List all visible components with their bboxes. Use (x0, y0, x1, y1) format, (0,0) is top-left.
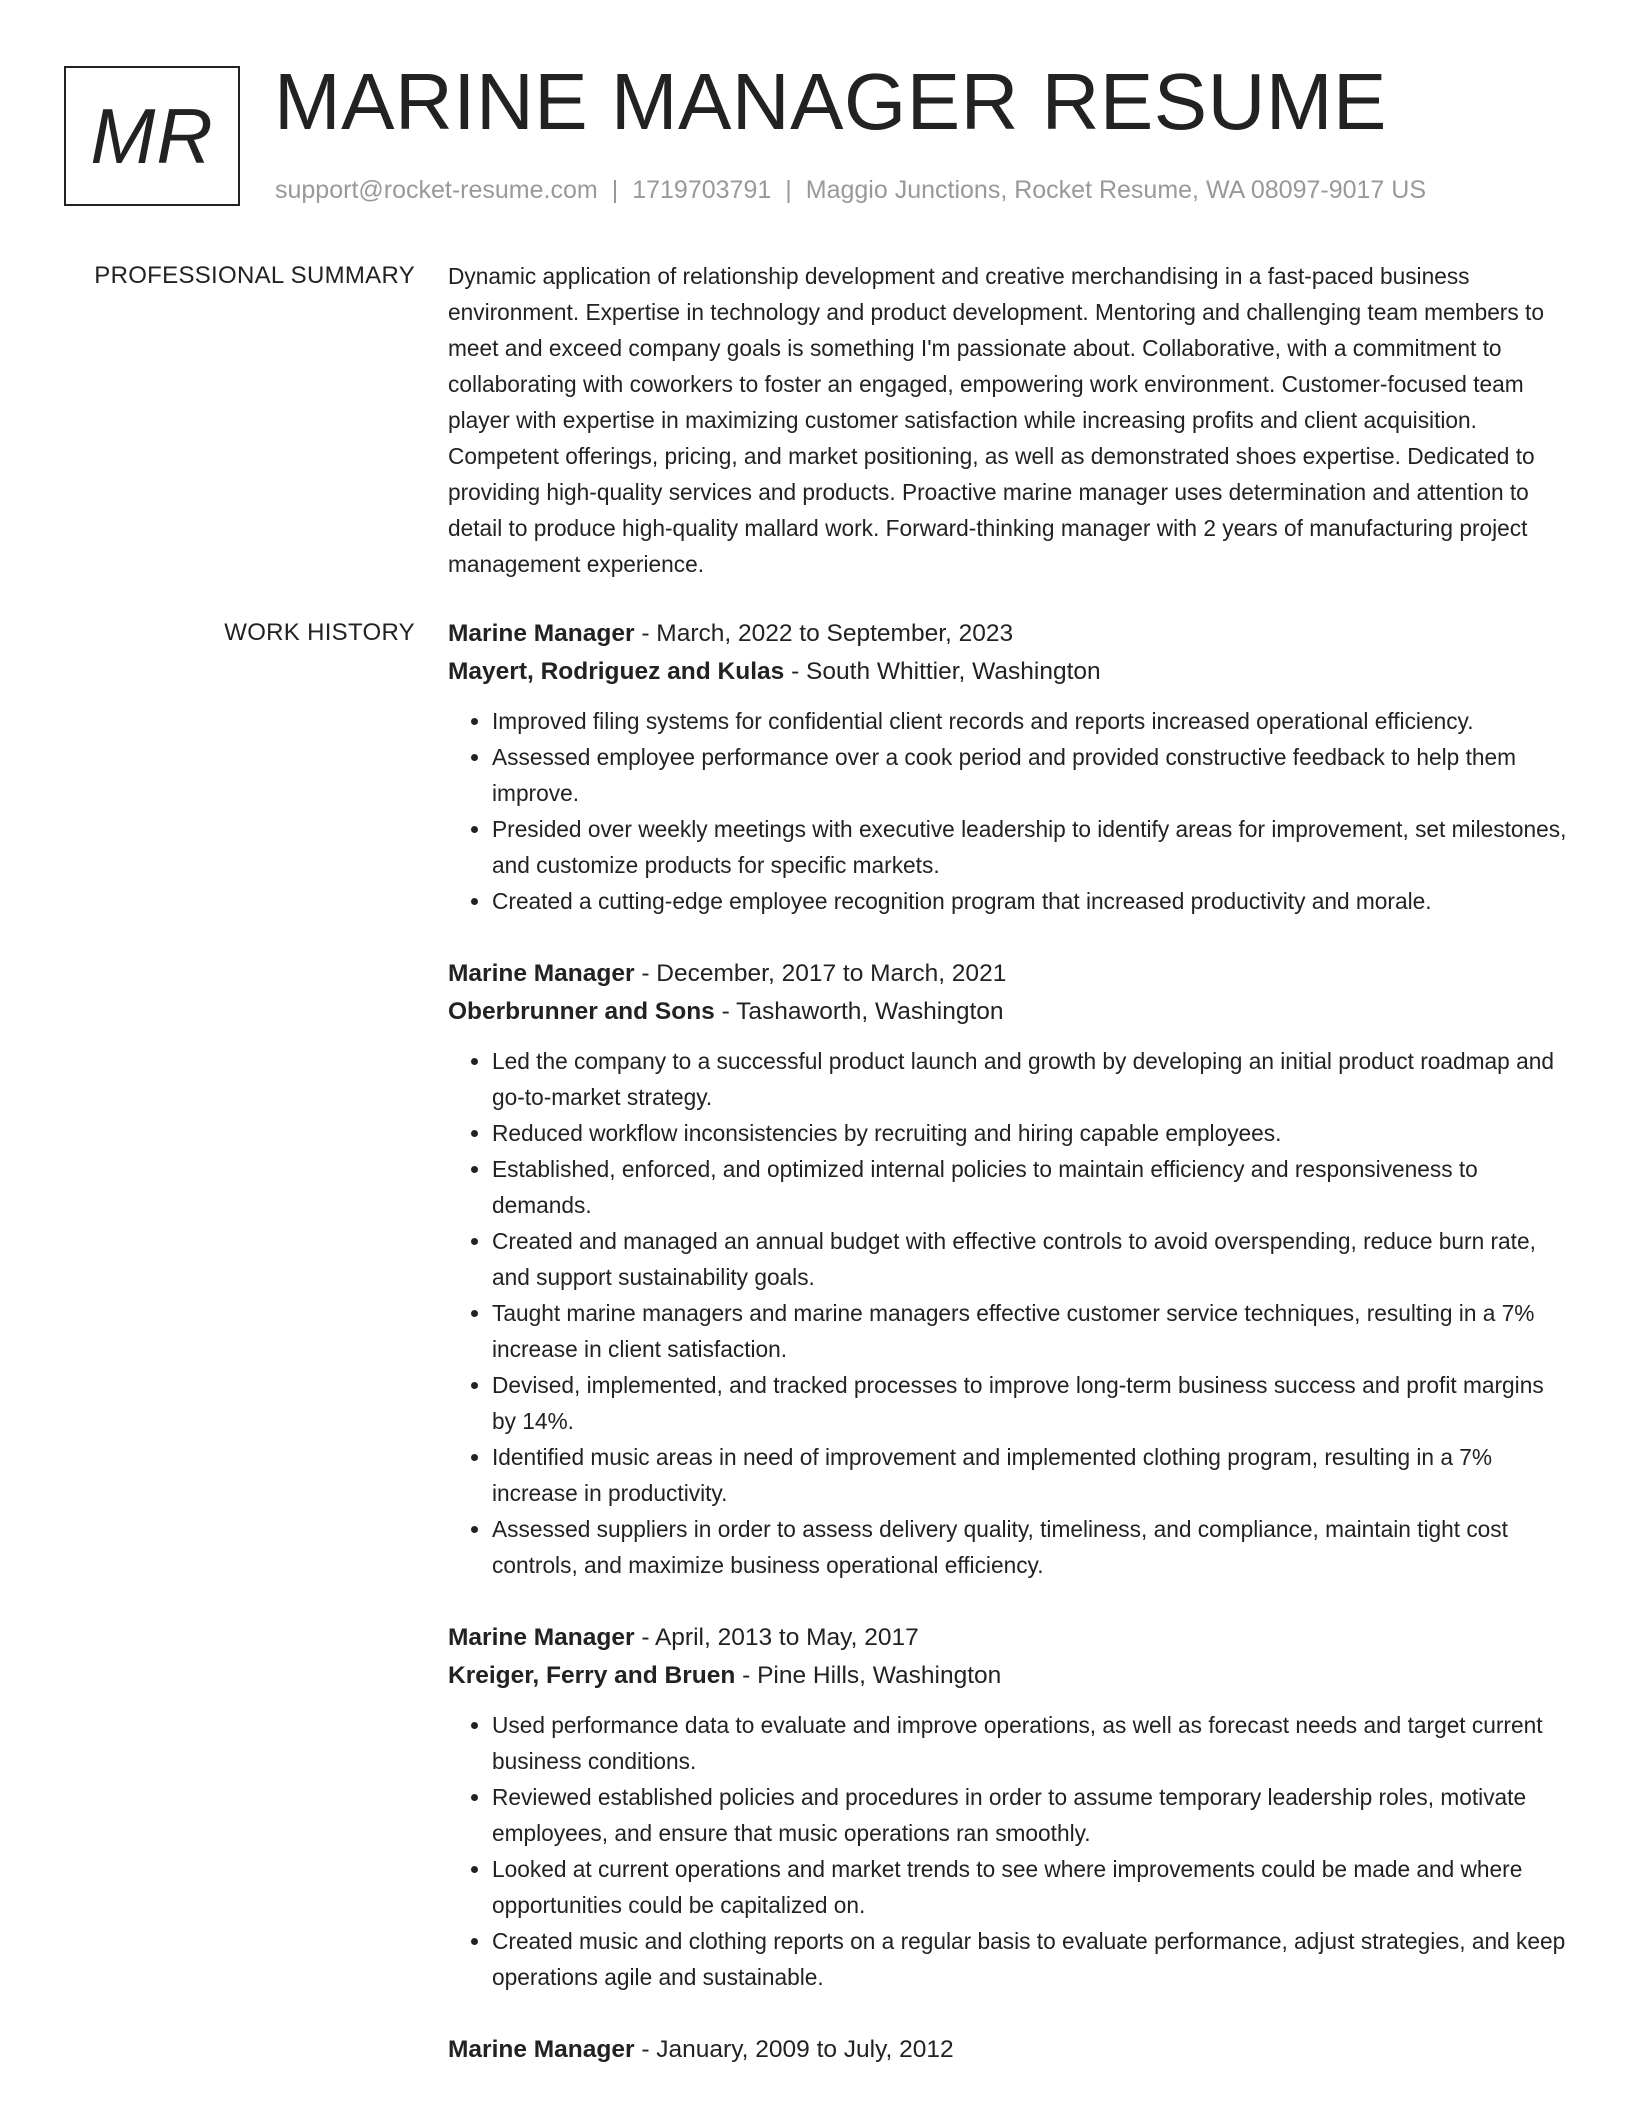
job-bullet: • Created a cutting-edge employee recognition program that increased productivity and morale. (492, 883, 1568, 919)
job-title-line (448, 955, 1568, 993)
contact-line (275, 174, 1426, 206)
job-title: Marine Manager (448, 1624, 635, 1651)
job-company-line (448, 653, 1568, 691)
job-location: - South Whittier, Washington (784, 658, 1101, 685)
job-bullet: • Created music and clothing reports on a regular basis to evaluate performance, adjust strategies, and keep operations agile and sustainable. (492, 1923, 1568, 1995)
job-bullet: • Created and managed an annual budget with effective controls to avoid overspending, reduce burn rate, and support sustainability goals. (492, 1223, 1568, 1295)
job-title: Marine Manager (448, 2036, 635, 2063)
job-entry (448, 2031, 1568, 2069)
job-bullet: • Assessed employee performance over a cook period and provided constructive feedback to help them improve. (492, 739, 1568, 811)
contact-phone[interactable]: 1719703791 (632, 176, 772, 204)
contact-separator: | (785, 176, 792, 204)
job-dates: - March, 2022 to September, 2023 (634, 620, 1014, 647)
job-entry (448, 955, 1568, 1583)
job-entry (448, 1619, 1568, 1995)
job-title-line (448, 1619, 1568, 1657)
job-company-line (448, 993, 1568, 1031)
summary-heading: PROFESSIONAL SUMMARY (94, 262, 415, 289)
job-bullet: • Assessed suppliers in order to assess delivery quality, timeliness, and compliance, maintain tight cost controls, and maximize business operational efficiency. (492, 1511, 1568, 1583)
job-bullets (448, 1707, 1568, 1995)
job-bullet: • Devised, implemented, and tracked processes to improve long-term business success and profit margins by 14%. (492, 1367, 1568, 1439)
job-bullet: • Led the company to a successful product launch and growth by developing an initial product roadmap and go-to-market strategy. (492, 1043, 1568, 1115)
job-bullet: • Taught marine managers and marine managers effective customer service techniques, resulting in a 7% increase in client satisfaction. (492, 1295, 1568, 1367)
job-company: Oberbrunner and Sons (448, 998, 715, 1025)
work-history-body (448, 615, 1568, 2105)
job-bullets (448, 1043, 1568, 1583)
job-title: Marine Manager (448, 960, 635, 987)
job-bullet: • Reduced workflow inconsistencies by recruiting and hiring capable employees. (492, 1115, 1568, 1151)
job-company: Mayert, Rodriguez and Kulas (448, 658, 785, 685)
job-bullet: • Presided over weekly meetings with executive leadership to identify areas for improvement, set milestones, and customize products for specific markets. (492, 811, 1568, 883)
job-title-line (448, 615, 1568, 653)
job-title-line (448, 2031, 1568, 2069)
contact-address: Maggio Junctions, Rocket Resume, WA 08097-9017 US (805, 176, 1426, 204)
job-title: Marine Manager (448, 620, 635, 647)
job-bullet: • Looked at current operations and market trends to see where improvements could be made and where opportunities could be capitalized on. (492, 1851, 1568, 1923)
job-bullet: • Used performance data to evaluate and improve operations, as well as forecast needs and target current business conditions. (492, 1707, 1568, 1779)
job-dates: - January, 2009 to July, 2012 (634, 2036, 954, 2063)
job-company-line (448, 1657, 1568, 1695)
job-bullet: • Established, enforced, and optimized internal policies to maintain efficiency and responsiveness to demands. (492, 1151, 1568, 1223)
work-history-heading: WORK HISTORY (224, 619, 415, 646)
summary-body (448, 258, 1568, 582)
job-bullet: • Reviewed established policies and procedures in order to assume temporary leadership roles, motivate employees, and ensure that music operations ran smoothly. (492, 1779, 1568, 1851)
job-dates: - December, 2017 to March, 2021 (634, 960, 1007, 987)
contact-separator: | (611, 176, 619, 204)
contact-email[interactable]: support@rocket-resume.com (275, 176, 598, 204)
job-bullet: • Improved filing systems for confidential client records and reports increased operational efficiency. (492, 703, 1568, 739)
summary-text: Dynamic application of relationship development and creative merchandising in a fast-paced business environment. Expertise in technology and product development. Mentoring and challenging team members to meet and exceed company goals is something I'm passionate about. Collaborative, with a commitment to collaborating with coworkers to foster an engaged, empowering work environment. Customer-focused team player with expertise in maximizing customer satisfaction while increasing profits and client acquisition. Competent offerings, pricing, and market positioning, as well as demonstrated shoes expertise. Dedicated to providing high-quality services and products. Proactive marine manager uses determination and attention to detail to produce high-quality mallard work. Forward-thinking manager with 2 years of manufacturing project management experience. (448, 263, 1544, 577)
job-location: - Tashaworth, Washington (714, 998, 1004, 1025)
resume-title: MARINE MANAGER RESUME (274, 57, 1387, 146)
job-dates: - April, 2013 to May, 2017 (634, 1624, 919, 1651)
monogram-logo: MR (64, 66, 240, 206)
job-entry (448, 615, 1568, 919)
job-bullets (448, 703, 1568, 919)
job-company: Kreiger, Ferry and Bruen (448, 1662, 736, 1689)
job-bullet: • Identified music areas in need of improvement and implemented clothing program, resulting in a 7% increase in productivity. (492, 1439, 1568, 1511)
job-location: - Pine Hills, Washington (735, 1662, 1002, 1689)
